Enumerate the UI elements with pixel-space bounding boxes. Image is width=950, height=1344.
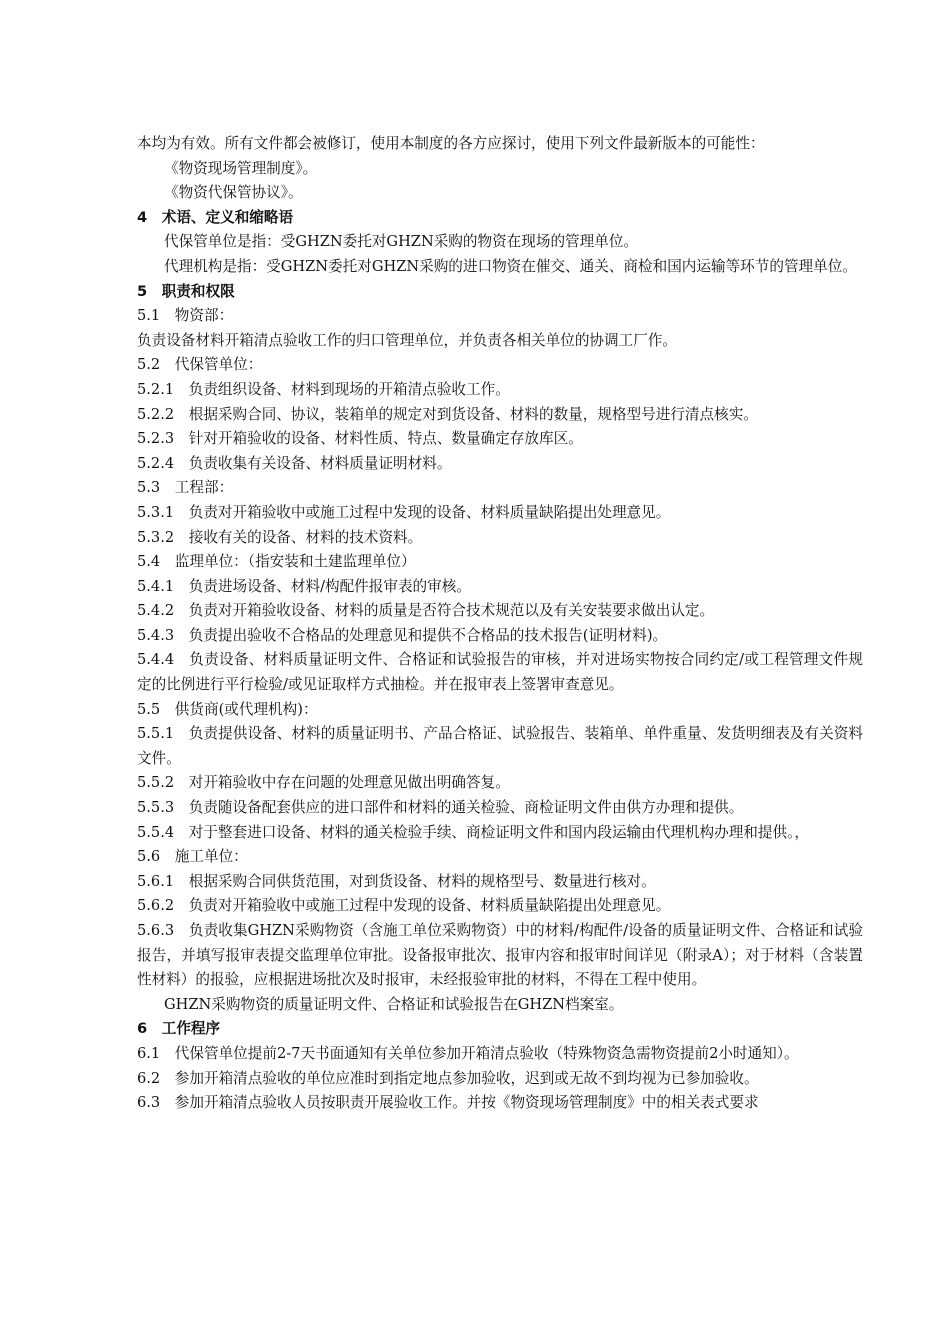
paragraph-line: 5.3.1 负责对开箱验收中或施工过程中发现的设备、材料质量缺陷提出处理意见。	[137, 503, 671, 521]
paragraph-line: 5.5.4 对于整套进口设备、材料的通关检验手续、商检证明文件和国内段运输由代理机构办理和提供。，	[137, 823, 809, 841]
paragraph-line: 6.2 参加开箱清点验收的单位应准时到指定地点参加验收，迟到或无故不到均视为已参加验收。	[137, 1069, 759, 1087]
paragraph-line: 《物资代保管协议》。	[164, 184, 303, 202]
paragraph-line: 5.2.4 负责收集有关设备、材料质量证明材料。	[137, 454, 452, 472]
paragraph-line: 代理机构是指：受GHZN委托对GHZN采购的进口物资在催交、通关、商检和国内运输等环节的管理单位。	[164, 257, 857, 275]
paragraph-line: 5.5.1 负责提供设备、材料的质量证明书、产品合格证、试验报告、装箱单、单件重量、发货明细表及有关资料文件。	[137, 725, 863, 767]
section-heading: 6 工作程序	[137, 1020, 221, 1038]
paragraph-line: 5.2 代保管单位：	[137, 356, 263, 374]
paragraph-line: 5.5.2 对开箱验收中存在问题的处理意见做出明确答复。	[137, 774, 510, 792]
paragraph-line: 5.3.2 接收有关的设备、材料的技术资料。	[137, 528, 423, 546]
paragraph-line: GHZN采购物资的质量证明文件、合格证和试验报告在GHZN档案室。	[164, 995, 624, 1013]
paragraph-line: 5.6 施工单位：	[137, 848, 248, 866]
paragraph-line: 5.6.2 负责对开箱验收中或施工过程中发现的设备、材料质量缺陷提出处理意见。	[137, 897, 671, 915]
section-heading: 4 术语、定义和缩略语	[137, 208, 294, 226]
paragraph-line: 5.3 工程部：	[137, 479, 234, 497]
section-heading: 5 职责和权限	[137, 282, 235, 300]
paragraph-line: 5.2.3 针对开箱验收的设备、材料性质、特点、数量确定存放库区。	[137, 430, 583, 448]
paragraph-line: 5.4.1 负责进场设备、材料/构配件报审表的审核。	[137, 577, 471, 595]
paragraph-line: 5.6.3 负责收集GHZN采购物资（含施工单位采购物资）中的材料/构配件/设备的质量证明文件、合格证和试验报告，并填写报审表提交监理单位审批。设备报审批次、报审内容和报审时间详见（附录A）；对于材料（含装置性材料）的报验，应根据进场批次及时报审，未经报验审批的材料，不得在工程中使用。	[137, 922, 863, 989]
paragraph-line: 负责设备材料开箱清点验收工作的归口管理单位，并负责各相关单位的协调工厂作。	[137, 331, 677, 349]
paragraph-line: 5.5 供货商(或代理机构)：	[137, 700, 318, 718]
paragraph-line: 5.5.3 负责随设备配套供应的进口部件和材料的通关检验、商检证明文件由供方办理和提供。	[137, 799, 744, 817]
paragraph-line: 5.6.1 根据采购合同供货范围，对到货设备、材料的规格型号、数量进行核对。	[137, 872, 656, 890]
paragraph-line: 5.4.3 负责提出验收不合格品的处理意见和提供不合格品的技术报告(证明材料)。	[137, 626, 668, 644]
paragraph-line: 5.4 监理单位：（指安装和土建监理单位）	[137, 553, 416, 571]
paragraph-line: 5.4.2 负责对开箱验收设备、材料的质量是否符合技术规范以及有关安装要求做出认定。	[137, 602, 715, 620]
paragraph-line: 5.2.1 负责组织设备、材料到现场的开箱清点验收工作。	[137, 380, 510, 398]
paragraph-line: 5.4.4 负责设备、材料质量证明文件、合格证和试验报告的审核，并对进场实物按合同约定/或工程管理文件规定的比例进行平行检验/或见证取样方式抽检。并在报审表上签署审查意见。	[137, 651, 863, 694]
paragraph-line: 本均为有效。所有文件都会被修订，使用本制度的各方应探讨，使用下列文件最新版本的可能性：	[137, 135, 765, 152]
paragraph-line: 5.2.2 根据采购合同、协议，装箱单的规定对到货设备、材料的数量，规格型号进行清点核实。	[137, 405, 758, 423]
paragraph-line: 6.1 代保管单位提前2-7天书面通知有关单位参加开箱清点验收（特殊物资急需物资提前2小时通知）。	[137, 1044, 799, 1062]
paragraph-line: 《物资现场管理制度》。	[164, 159, 318, 177]
document-body	[137, 132, 863, 1116]
paragraph-line: 代保管单位是指：受GHZN委托对GHZN采购的物资在现场的管理单位。	[164, 233, 639, 251]
paragraph-line: 5.1 物资部：	[137, 307, 234, 325]
paragraph-line: 6.3 参加开箱清点验收人员按职责开展验收工作。并按《物资现场管理制度》中的相关表式要求	[137, 1094, 759, 1112]
